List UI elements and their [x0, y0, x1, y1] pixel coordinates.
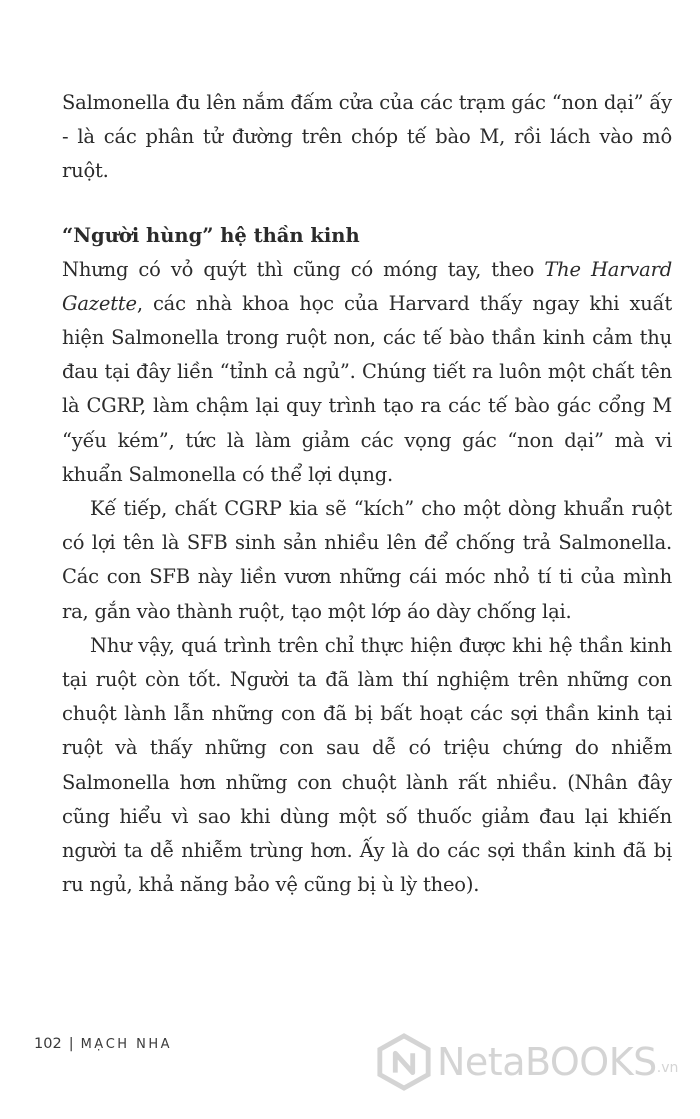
paragraph-2: [62, 253, 672, 492]
book-title: MẠCH NHA: [80, 1037, 173, 1052]
watermark-text: NetaBOOKS: [437, 1040, 657, 1084]
watermark: [375, 1034, 678, 1090]
paragraph-2-start: Nhưng có vỏ quýt thì cũng có móng tay, theo: [62, 257, 545, 281]
paragraph-2-rest: , các nhà khoa học của Harvard thấy ngay khi xuất hiện Salmonella trong ruột non, các tế bào thần kinh cảm thụ đau tại đây liền “tỉnh cả ngủ”. Chúng tiết ra luôn một chất tên là CGRP, làm chậm lại quy trình tạo ra các tế bào gác cổng M “yếu kém”, tức là làm giảm các vọng gác “non dại” mà vi khuẩn Salmonella có thể lợi dụng.: [62, 291, 672, 486]
section-heading: “Người hùng” hệ thần kinh: [62, 223, 360, 247]
page-footer: [34, 1036, 172, 1052]
paragraph-1: Salmonella đu lên nắm đấm cửa của các trạm gác “non dại” ấy - là các phân tử đường trên chóp tế bào M, rồi lách vào mô ruột.: [62, 91, 672, 183]
source-title: The Harvard Gazette: [62, 257, 672, 315]
paragraph-4: Như vậy, quá trình trên chỉ thực hiện được khi hệ thần kinh tại ruột còn tốt. Người ta đã làm thí nghiệm trên những con chuột lành lẫn những con đã bị bất hoạt các sợi thần kinh tại ruột và thấy những con sau dễ có triệu chứng do nhiễm Salmonella hơn những con chuột lành rất nhiều. (Nhân đây cũng hiểu vì sao khi dùng một số thuốc giảm đau lại khiến người ta dễ nhiễm trùng hơn. Ấy là do các sợi thần kinh đã bị ru ngủ, khả năng bảo vệ cũng bị ù lỳ theo).: [62, 633, 672, 897]
n-logo-icon: [375, 1033, 433, 1091]
watermark-suffix: .vn: [656, 1060, 679, 1076]
page-number: 102: [34, 1036, 62, 1052]
page-body: [62, 86, 672, 902]
footer-separator: |: [68, 1036, 74, 1052]
paragraph-3: Kế tiếp, chất CGRP kia sẽ “kích” cho một dòng khuẩn ruột có lợi tên là SFB sinh sản nhiều lên để chống trả Salmonella. Các con SFB này liền vươn những cái móc nhỏ tí ti của mình ra, gắn vào thành ruột, tạo một lớp áo dày chống lại.: [62, 497, 672, 623]
